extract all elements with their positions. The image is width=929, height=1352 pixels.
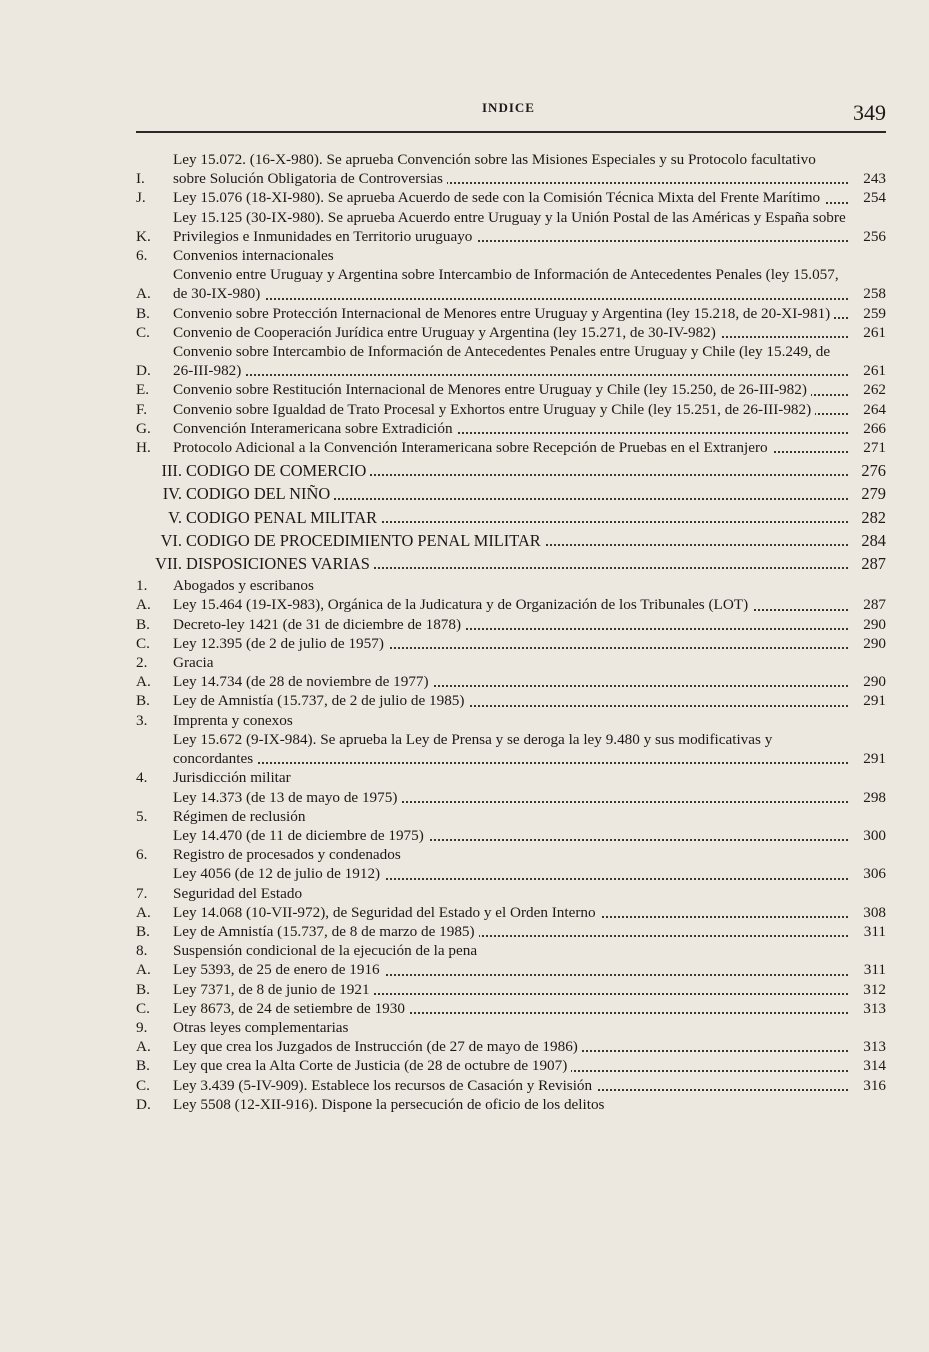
- toc-entry: [136, 188, 886, 207]
- toc-page-number: 290: [848, 672, 886, 691]
- toc-entry-title: Ley 8673, de 24 de setiembre de 1930: [173, 1000, 409, 1017]
- toc-page-number: 308: [848, 903, 886, 922]
- toc-page-number: 258: [848, 284, 886, 303]
- toc-entry-title: Ley 15.672 (9-IX-984). Se aprueba la Ley de Prensa y se deroga la ley 9.480 y sus modificativas y concordantes: [173, 730, 773, 768]
- toc-entry: [136, 999, 886, 1018]
- toc-page-number: 300: [848, 826, 886, 845]
- toc-section-heading: [136, 711, 886, 730]
- toc-section-title: Seguridad del Estado: [173, 884, 303, 902]
- toc-entry-label: F.: [136, 400, 148, 418]
- toc-section-title: Convenios internacionales: [173, 247, 334, 265]
- toc-section-heading: [136, 576, 886, 595]
- toc-page-number: 298: [848, 788, 886, 807]
- toc-entry-title: Protocolo Adicional a la Convención Interamericana sobre Recepción de Pruebas en el Extranjero: [173, 439, 772, 456]
- toc-section-title: Jurisdicción militar: [173, 769, 291, 787]
- toc-page-number: 314: [848, 1056, 886, 1075]
- toc-entry: [136, 438, 886, 457]
- toc-entry: [136, 691, 886, 710]
- toc-page-number: 259: [848, 304, 886, 323]
- toc-chapter-entry: [136, 531, 886, 550]
- toc-entry-label: B.: [136, 1057, 150, 1075]
- toc-entry-title: Convenio entre Uruguay y Argentina sobre Intercambio de Información de Antecedentes Penales (ley 15.057, de 30-IX-980): [173, 266, 839, 303]
- toc-entry: [136, 826, 886, 845]
- page-number: 349: [853, 100, 886, 125]
- toc-section-heading: [136, 807, 886, 826]
- toc-entry-title: Ley 15.072. (16-X-980). Se aprueba Convención sobre las Misiones Especiales y su Protocolo facultativo sobre Solución Obligatoria de Controversias: [173, 151, 816, 188]
- toc-entry: [136, 380, 886, 399]
- toc-entry-title: Ley 5393, de 25 de enero de 1916: [173, 961, 384, 978]
- toc-entry-title: Ley 12.395 (de 2 de julio de 1957): [173, 635, 388, 652]
- toc-page-number: 271: [848, 438, 886, 457]
- toc-chapter-entry: [136, 484, 886, 503]
- toc-entry-title: Ley de Amnistía (15.737, de 2 de julio de 1985): [173, 692, 468, 709]
- toc-section-number: 9.: [136, 1018, 148, 1036]
- toc-entry: [136, 1076, 886, 1095]
- toc-entry: [136, 265, 886, 303]
- toc-section-number: 5.: [136, 807, 148, 825]
- toc-chapter-entry: [136, 554, 886, 573]
- toc-entry-label: D.: [136, 362, 151, 380]
- toc-entry-label: E.: [136, 381, 150, 399]
- toc-entry-label: A.: [136, 903, 151, 921]
- toc-entry-label: A.: [136, 1038, 151, 1056]
- toc-page-number: 284: [848, 531, 886, 550]
- toc-section-heading: [136, 653, 886, 672]
- toc-section-heading: [136, 884, 886, 903]
- toc-entry-title: Convenio sobre Restitución Internacional de Menores entre Uruguay y Chile (ley 15.250, de 26-III-982): [173, 381, 811, 398]
- toc-entry: [136, 595, 886, 614]
- toc-entry-label: C.: [136, 999, 150, 1017]
- toc-entry: [136, 1056, 886, 1075]
- toc-page-number: 261: [848, 361, 886, 380]
- toc-entry-title: Ley 14.470 (de 11 de diciembre de 1975): [173, 827, 428, 844]
- toc-page-number: 290: [848, 615, 886, 634]
- toc-entry: [136, 1037, 886, 1056]
- toc-entry-label: V.: [168, 507, 182, 527]
- toc-section-number: 6.: [136, 846, 148, 864]
- toc-entry-label: VI.: [160, 530, 182, 550]
- toc-entry-title: Ley 4056 (de 12 de julio de 1912): [173, 865, 384, 882]
- toc-entry-title: Ley que crea los Juzgados de Instrucción (de 27 de mayo de 1986): [173, 1038, 582, 1055]
- toc-entry: [136, 788, 886, 807]
- toc-entry: [136, 208, 886, 246]
- toc-page-number: 311: [848, 922, 886, 941]
- toc-section-number: 4.: [136, 769, 148, 787]
- toc-page-number: 262: [848, 380, 886, 399]
- toc-entry-label: B.: [136, 304, 150, 322]
- toc-section-heading: [136, 246, 886, 265]
- toc-entry: [136, 672, 886, 691]
- toc-page-number: 306: [848, 864, 886, 883]
- toc-page-number: 287: [848, 554, 886, 573]
- toc-page-number: 276: [848, 461, 886, 480]
- toc-page-number: 291: [848, 749, 886, 768]
- toc-page-number: 312: [848, 980, 886, 999]
- page-header: [136, 92, 886, 128]
- toc-section-number: 3.: [136, 711, 148, 729]
- toc-section-title: Registro de procesados y condenados: [173, 846, 401, 864]
- toc-section-number: 6.: [136, 247, 148, 265]
- toc-chapter-entry: [136, 508, 886, 527]
- toc-entry-title: CODIGO DEL NIÑO: [186, 484, 334, 503]
- toc-page-number: 256: [848, 227, 886, 246]
- toc-entry-title: Ley 7371, de 8 de junio de 1921: [173, 981, 374, 998]
- toc-section-title: Gracia: [173, 654, 214, 672]
- toc-entry-title: Ley que crea la Alta Corte de Justicia (de 28 de octubre de 1907): [173, 1057, 571, 1074]
- toc-entry-title: Convención Interamericana sobre Extradición: [173, 420, 457, 437]
- toc-entry-label: B.: [136, 922, 150, 940]
- toc-entry-label: D.: [136, 1095, 151, 1113]
- toc-page-number: 316: [848, 1076, 886, 1095]
- toc-entry-label: B.: [136, 615, 150, 633]
- toc-entry-title: CODIGO DE PROCEDIMIENTO PENAL MILITAR: [186, 531, 545, 550]
- toc-entry-label: B.: [136, 980, 150, 998]
- toc-entry: [136, 400, 886, 419]
- toc-entry-label: IV.: [162, 484, 182, 504]
- toc-entry: [136, 730, 886, 768]
- toc-page-number: 290: [848, 634, 886, 653]
- toc-entry-title: Ley 15.464 (19-IX-983), Orgánica de la Judicatura y de Organización de los Tribunales (LOT): [173, 596, 752, 613]
- toc-entry-title: Ley de Amnistía (15.737, de 8 de marzo de 1985): [173, 923, 479, 940]
- toc-entry-title: Ley 14.068 (10-VII-972), de Seguridad del Estado y el Orden Interno: [173, 904, 600, 921]
- toc-section-number: 7.: [136, 884, 148, 902]
- toc-entry-title: CODIGO PENAL MILITAR: [186, 508, 381, 527]
- toc-entry-title: Ley 14.734 (de 28 de noviembre de 1977): [173, 673, 433, 690]
- toc-page-number: 266: [848, 419, 886, 438]
- table-of-contents: [136, 150, 886, 1114]
- header-rule: [136, 131, 886, 133]
- toc-section-number: 2.: [136, 654, 148, 672]
- toc-entry-label: A.: [136, 596, 151, 614]
- toc-entry-title: Convenio sobre Intercambio de Información de Antecedentes Penales entre Uruguay y Chile (ley 15.249, de 26-III-982): [173, 343, 831, 380]
- toc-entry-label: A.: [136, 285, 151, 303]
- toc-entry: [136, 419, 886, 438]
- toc-entry-label: VII.: [155, 554, 182, 574]
- toc-entry: [136, 615, 886, 634]
- toc-entry-label: A.: [136, 673, 151, 691]
- running-title: INDICE: [482, 100, 535, 115]
- toc-entry-label: C.: [136, 323, 150, 341]
- toc-page-number: 313: [848, 1037, 886, 1056]
- toc-entry-label: B.: [136, 692, 150, 710]
- toc-section-number: 8.: [136, 942, 148, 960]
- toc-entry-label: C.: [136, 634, 150, 652]
- toc-entry-label: J.: [136, 189, 146, 207]
- toc-section-heading: [136, 941, 886, 960]
- toc-section-title: Abogados y escribanos: [173, 577, 314, 595]
- toc-entry-title: Ley 15.125 (30-IX-980). Se aprueba Acuerdo entre Uruguay y la Unión Postal de las Américas y España sobre Privilegios e Inmunidades en Territorio uruguayo: [173, 208, 846, 245]
- toc-page-number: 254: [848, 188, 886, 207]
- toc-entry-label: III.: [161, 461, 182, 481]
- toc-entry-title: Ley 14.373 (de 13 de mayo de 1975): [173, 789, 401, 806]
- toc-entry: [136, 304, 886, 323]
- toc-entry-label: K.: [136, 227, 151, 245]
- dot-leader: [173, 298, 848, 300]
- toc-entry: [136, 922, 886, 941]
- toc-page-number: 287: [848, 595, 886, 614]
- toc-entry-title: Convenio de Cooperación Jurídica entre Uruguay y Argentina (ley 15.271, de 30-IV-982): [173, 324, 720, 341]
- toc-entry-label: G.: [136, 419, 151, 437]
- toc-entry-title: DISPOSICIONES VARIAS: [186, 554, 374, 573]
- toc-section-title: Otras leyes complementarias: [173, 1018, 349, 1036]
- toc-entry-label: A.: [136, 961, 151, 979]
- toc-entry-title: Ley 15.076 (18-XI-980). Se aprueba Acuerdo de sede con la Comisión Técnica Mixta del Frente Marítimo: [173, 189, 824, 206]
- toc-chapter-entry: [136, 461, 886, 480]
- dot-leader: [173, 762, 848, 764]
- toc-entry: [136, 150, 886, 188]
- toc-page-number: 282: [848, 508, 886, 527]
- toc-entry: [136, 960, 886, 979]
- toc-entry-title: Convenio sobre Igualdad de Trato Procesal y Exhortos entre Uruguay y Chile (ley 15.251, de 26-III-982): [173, 401, 815, 418]
- toc-section-title: Imprenta y conexos: [173, 711, 293, 729]
- toc-entry: [136, 903, 886, 922]
- toc-entry-label: I.: [136, 170, 145, 188]
- toc-page-number: 279: [848, 484, 886, 503]
- toc-section-title: Régimen de reclusión: [173, 807, 306, 825]
- toc-entry: [136, 323, 886, 342]
- toc-entry: [136, 1095, 886, 1114]
- toc-entry: [136, 864, 886, 883]
- toc-entry-title: CODIGO DE COMERCIO: [186, 461, 370, 480]
- toc-page-number: 313: [848, 999, 886, 1018]
- dot-leader: [173, 374, 848, 376]
- toc-entry-title: Decreto-ley 1421 (de 31 de diciembre de 1878): [173, 616, 465, 633]
- toc-page-number: 264: [848, 400, 886, 419]
- toc-page-number: 261: [848, 323, 886, 342]
- toc-entry-title: Ley 3.439 (5-IV-909). Establece los recursos de Casación y Revisión: [173, 1077, 596, 1094]
- toc-section-heading: [136, 768, 886, 787]
- toc-section-title: Suspensión condicional de la ejecución de la pena: [173, 942, 478, 960]
- toc-entry: [136, 980, 886, 999]
- toc-section-heading: [136, 1018, 886, 1037]
- toc-entry-label: H.: [136, 439, 151, 457]
- toc-page-number: 291: [848, 691, 886, 710]
- toc-entry-title: Ley 5508 (12-XII-916). Dispone la persecución de oficio de los delitos: [173, 1096, 608, 1113]
- toc-entry: [136, 634, 886, 653]
- toc-page-number: 243: [848, 169, 886, 188]
- toc-entry-title: Convenio sobre Protección Internacional de Menores entre Uruguay y Argentina (ley 15.218, de 20-XI-981): [173, 305, 834, 322]
- toc-entry-label: C.: [136, 1076, 150, 1094]
- toc-section-number: 1.: [136, 577, 148, 595]
- toc-entry: [136, 342, 886, 380]
- toc-page-number: 311: [848, 960, 886, 979]
- toc-section-heading: [136, 845, 886, 864]
